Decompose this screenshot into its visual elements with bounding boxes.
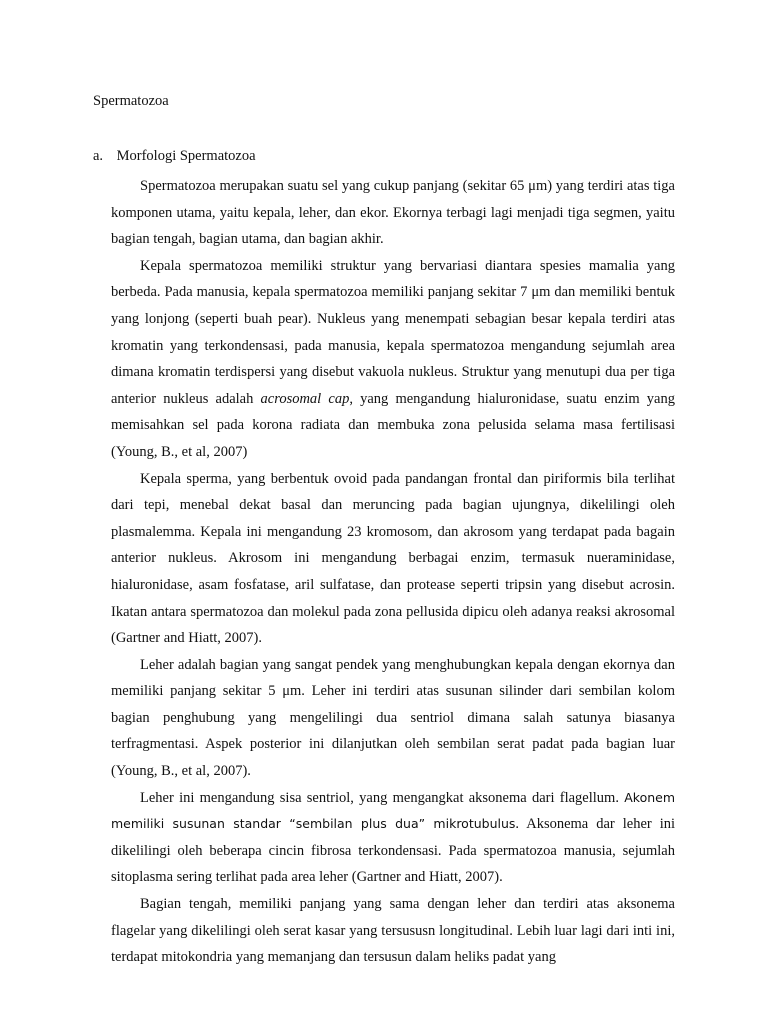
italic-term: acrosomal cap [260,390,350,407]
paragraph [111,785,675,891]
paragraph: Bagian tengah, memiliki panjang yang sama dengan leher dan terdiri atas aksonema flagelar yang dikelilingi oleh serat kasar yang tersususn longitudinal. Lebih luar lagi dari inti ini, terdapat mitokondria yang memanjang dan tersusun dalam heliks padat yang [111,896,675,966]
paragraph-text: . Aksonema dar leher ini dikelilingi oleh beberapa cincin fibrosa terkondensasi. Pada spermatozoa manusia, sejumlah sitoplasma sering terlihat pada area leher (Gartner and Hiatt, 2007). [111,816,675,886]
section-number: a. [93,148,104,164]
paragraph-text: Kepala spermatozoa memiliki struktur yang bervariasi diantara spesies mamalia yang berbeda. Pada manusia, kepala spermatozoa memiliki panjang sekitar 7 μm dan memiliki bentuk yang lonjong (seperti buah pear). Nukleus yang menempati sebagian besar kepala terdiri atas kromatin yang terkondensasi, pada manusia, kepala spermatozoa mengandung sejumlah area dimana kromatin terdispersi yang disebut vakuola nukleus. Struktur yang menutupi dua per tiga anterior nukleus adalah [111,257,675,407]
paragraph [111,253,675,466]
document-title: Spermatozoa [93,93,169,109]
paragraph-text: Leher ini mengandung sisa sentriol, yang mengangkat aksonema dari flagellum. [140,789,625,806]
body-text [111,173,675,971]
alt-font-sentence: Akonem memiliki susunan standar “sembilan plus dua” mikrotubulus [111,789,675,832]
paragraph: Leher adalah bagian yang sangat pendek yang menghubungkan kepala dengan ekornya dan memiliki panjang sekitar 5 μm. Leher ini terdiri atas susunan silinder dari sembilan kolom bagian penghubung yang mengelilingi dua sentriol dimana salah satunya biasanya terfragmentasi. Aspek posterior ini dilanjutkan oleh sembilan serat padat pada bagian luar (Young, B., et al, 2007). [111,656,675,780]
section-heading-text: Morfologi Spermatozoa [116,148,256,164]
paragraph-text: , yang mengandung hialuronidase, suatu enzim yang memisahkan sel pada korona radiata dan membuka zona pelusida selama masa fertilisasi (Young, B., et al, 2007) [111,390,675,460]
paragraph: Spermatozoa merupakan suatu sel yang cukup panjang (sekitar 65 μm) yang terdiri atas tiga komponen utama, yaitu kepala, leher, dan ekor. Ekornya terbagi lagi menjadi tiga segmen, yaitu bagian tengah, bagian utama, dan bagian akhir. [111,178,675,248]
paragraph: Kepala sperma, yang berbentuk ovoid pada pandangan frontal dan piriformis bila terlihat dari tepi, menebal dekat basal dan meruncing pada bagian ujungnya, dikelilingi oleh plasmalemma. Kepala ini mengandung 23 kromosom, dan akrosom yang terdapat pada bagain anterior nukleus. Akrosom ini mengandung berbagai enzim, termasuk nueraminidase, hialuronidase, asam fosfatase, aril sulfatase, dan protease seperti tripsin yang disebut acrosin. Ikatan antara spermatozoa dan molekul pada zona pellusida dipicu oleh adanya reaksi akrosomal (Gartner and Hiatt, 2007). [111,470,675,647]
section-heading [93,146,256,166]
